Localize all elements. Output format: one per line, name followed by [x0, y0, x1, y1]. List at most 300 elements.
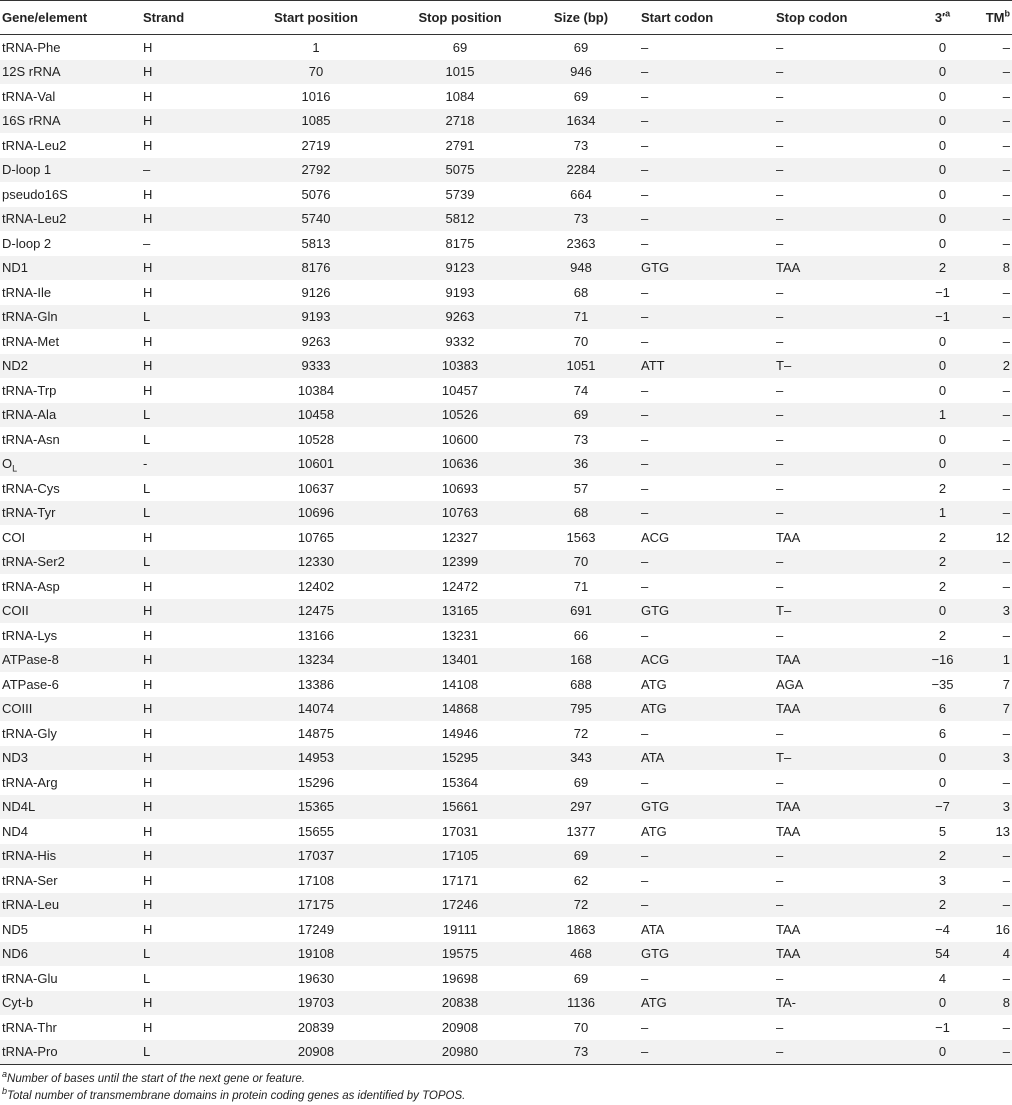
cell-start-position: 14074	[241, 697, 391, 722]
table-row	[0, 207, 1012, 232]
cell-tm: –	[979, 60, 1012, 85]
cell-size: 73	[529, 207, 633, 232]
cell-strand: H	[143, 725, 153, 741]
cell-stop-codon: TAA	[776, 529, 801, 545]
cell-size: 66	[573, 627, 589, 643]
cell-strand: H	[138, 109, 241, 134]
cell-tm: –	[979, 844, 1012, 869]
cell-stop-position: 5812	[391, 207, 529, 232]
cell-start-codon: ATA	[641, 921, 665, 937]
cell-start-codon: ATG	[641, 823, 667, 839]
cell-gene: ND2	[0, 354, 138, 379]
cell-start-position: 12402	[297, 578, 335, 594]
cell-start-codon: ACG	[641, 529, 670, 545]
cell-start-codon: GTG	[633, 942, 768, 967]
cell-stop-position: 20980	[391, 1040, 529, 1065]
cell-strand: H	[138, 60, 241, 85]
cell-start-position: 19108	[241, 942, 391, 967]
cell-size: 72	[529, 893, 633, 918]
cell-gene: tRNA-Gln	[0, 305, 138, 330]
cell-tm: –	[1002, 627, 1010, 643]
cell-stop-codon: –	[768, 305, 906, 330]
cell-stop-codon: –	[776, 431, 784, 447]
cell-start-position: 15365	[241, 795, 391, 820]
cell-tm: –	[1002, 872, 1010, 888]
cell-tm: –	[979, 452, 1012, 477]
cell-stop-position: 9332	[445, 333, 475, 349]
cell-three-prime: 4	[938, 970, 947, 986]
cell-stop-codon: TAA	[768, 942, 906, 967]
cell-start-position: 10528	[297, 431, 335, 447]
cell-gene: tRNA-Thr	[2, 1019, 57, 1035]
cell-three-prime: 2	[906, 893, 979, 918]
cell-size: 1136	[529, 991, 633, 1016]
header-tm-label: TM	[985, 10, 1005, 25]
cell-size: 36	[529, 452, 633, 477]
cell-stop-codon: TAA	[768, 795, 906, 820]
cell-three-prime: −7	[906, 795, 979, 820]
cell-stop-codon: –	[776, 235, 784, 251]
cell-three-prime: 0	[938, 186, 947, 202]
cell-start-codon: –	[641, 872, 649, 888]
cell-size: 73	[573, 431, 589, 447]
cell-tm: 12	[995, 529, 1010, 545]
cell-strand: H	[143, 627, 153, 643]
cell-size: 69	[573, 88, 589, 104]
table-row	[0, 966, 1012, 991]
cell-strand: L	[143, 970, 151, 986]
cell-three-prime: 0	[938, 431, 947, 447]
cell-stop-position: 15661	[391, 795, 529, 820]
cell-strand: H	[138, 207, 241, 232]
cell-tm: –	[979, 109, 1012, 134]
cell-start-position: 13386	[297, 676, 335, 692]
cell-tm: –	[979, 893, 1012, 918]
cell-gene: tRNA-Glu	[2, 970, 58, 986]
cell-three-prime: 0	[906, 60, 979, 85]
cell-three-prime: 2	[938, 529, 947, 545]
cell-stop-codon: –	[768, 844, 906, 869]
cell-size: 71	[529, 305, 633, 330]
cell-gene: tRNA-Ser2	[0, 550, 138, 575]
cell-strand: L	[143, 480, 151, 496]
cell-start-codon: GTG	[633, 599, 768, 624]
cell-stop-position: 1084	[445, 88, 475, 104]
cell-gene: tRNA-Pro	[0, 1040, 138, 1065]
cell-stop-codon: –	[776, 88, 784, 104]
footnote-a-text: Number of bases until the start of the next gene or feature.	[7, 1073, 305, 1085]
cell-stop-codon: TA-	[768, 991, 906, 1016]
cell-start-codon: –	[633, 893, 768, 918]
cell-stop-codon: –	[768, 452, 906, 477]
cell-three-prime: 6	[938, 725, 947, 741]
cell-tm: –	[1002, 39, 1010, 55]
cell-stop-codon: –	[768, 60, 906, 85]
table-row	[0, 133, 1012, 158]
cell-stop-position: 15364	[441, 774, 479, 790]
cell-three-prime: 1	[906, 501, 979, 526]
cell-tm: 2	[979, 354, 1012, 379]
cell-tm: –	[1002, 333, 1010, 349]
cell-gene: Cyt-b	[0, 991, 138, 1016]
cell-three-prime: 0	[906, 354, 979, 379]
cell-gene: tRNA-Tyr	[0, 501, 138, 526]
cell-tm: 16	[995, 921, 1010, 937]
cell-start-codon: ATA	[633, 746, 768, 771]
cell-stop-position: 13165	[391, 599, 529, 624]
header-three-prime-footnote-mark: a	[945, 8, 951, 19]
table-row	[0, 403, 1012, 428]
cell-tm: –	[1002, 725, 1010, 741]
cell-size: 343	[529, 746, 633, 771]
cell-size: 664	[570, 186, 592, 202]
cell-gene: tRNA-Cys	[2, 480, 60, 496]
table-row	[0, 746, 1012, 771]
cell-tm: –	[979, 207, 1012, 232]
footnote-b-mark: b	[2, 1086, 8, 1097]
cell-three-prime: 0	[938, 137, 947, 153]
header-tm-footnote-mark: b	[1004, 8, 1010, 19]
cell-tm: 7	[979, 697, 1012, 722]
cell-gene: COIII	[0, 697, 138, 722]
cell-tm: –	[979, 501, 1012, 526]
header-gene: Gene/element	[0, 1, 138, 35]
cell-tm: –	[1002, 431, 1010, 447]
cell-start-codon: –	[641, 431, 649, 447]
table-row	[0, 991, 1012, 1016]
cell-three-prime: 2	[906, 844, 979, 869]
cell-stop-codon: TAA	[776, 921, 801, 937]
cell-gene: tRNA-Met	[2, 333, 60, 349]
cell-three-prime: −35	[931, 676, 954, 692]
cell-gene: tRNA-Asn	[2, 431, 60, 447]
cell-stop-position: 69	[452, 39, 468, 55]
cell-size: 1051	[529, 354, 633, 379]
cell-gene: tRNA-Ser	[2, 872, 58, 888]
cell-size: 74	[573, 382, 589, 398]
cell-start-codon: –	[641, 235, 649, 251]
header-start-codon: Start codon	[633, 1, 768, 35]
cell-stop-position: 10636	[391, 452, 529, 477]
cell-three-prime: −1	[935, 1019, 950, 1035]
cell-three-prime: 2	[906, 256, 979, 281]
cell-size: 946	[529, 60, 633, 85]
cell-start-codon: –	[641, 627, 649, 643]
cell-start-position: 20839	[297, 1019, 335, 1035]
cell-three-prime: −1	[906, 305, 979, 330]
cell-stop-codon: –	[776, 186, 784, 202]
cell-strand: H	[143, 529, 153, 545]
cell-tm: 13	[995, 823, 1010, 839]
footnote-a	[2, 1071, 1012, 1088]
cell-start-codon: –	[633, 550, 768, 575]
cell-stop-position: 19111	[442, 921, 478, 937]
cell-stop-position: 12399	[391, 550, 529, 575]
cell-size: 168	[529, 648, 633, 673]
cell-gene: tRNA-Asp	[2, 578, 60, 594]
table-row	[0, 770, 1012, 795]
cell-gene: tRNA-Val	[2, 88, 56, 104]
cell-strand: H	[143, 921, 153, 937]
cell-stop-position: 17171	[441, 872, 479, 888]
cell-start-codon: ATG	[641, 676, 667, 692]
cell-start-position: 14953	[241, 746, 391, 771]
cell-start-codon: GTG	[633, 256, 768, 281]
cell-start-position: 8176	[241, 256, 391, 281]
table-row	[0, 378, 1012, 403]
cell-stop-position: 9123	[391, 256, 529, 281]
cell-stop-codon: T–	[768, 746, 906, 771]
cell-stop-position: 2791	[445, 137, 475, 153]
cell-strand: H	[143, 872, 153, 888]
cell-tm: –	[1002, 1019, 1010, 1035]
cell-gene: tRNA-His	[0, 844, 138, 869]
cell-start-position: 19703	[241, 991, 391, 1016]
cell-stop-position: 10457	[441, 382, 479, 398]
cell-size: 70	[573, 333, 589, 349]
cell-gene: ATPase-8	[0, 648, 138, 673]
cell-stop-codon: –	[776, 480, 784, 496]
table-body	[0, 35, 1012, 1065]
cell-stop-position: 9263	[391, 305, 529, 330]
cell-three-prime: 0	[906, 158, 979, 183]
cell-strand: H	[143, 676, 153, 692]
table-row	[0, 329, 1012, 354]
table-row	[0, 672, 1012, 697]
header-three-prime	[906, 1, 979, 35]
cell-gene: tRNA-Leu2	[0, 207, 138, 232]
cell-start-codon: –	[641, 970, 649, 986]
cell-three-prime: 2	[938, 578, 947, 594]
cell-tm: 8	[979, 991, 1012, 1016]
cell-size: 1634	[529, 109, 633, 134]
cell-size: 1563	[566, 529, 596, 545]
cell-size: 73	[573, 137, 589, 153]
header-size: Size (bp)	[529, 1, 633, 35]
cell-three-prime: 0	[906, 109, 979, 134]
cell-start-position: 10458	[241, 403, 391, 428]
cell-start-codon: –	[641, 284, 649, 300]
cell-three-prime: 0	[906, 746, 979, 771]
cell-tm: 3	[979, 746, 1012, 771]
cell-size: 68	[529, 501, 633, 526]
cell-size: 70	[573, 1019, 589, 1035]
table-row	[0, 476, 1012, 501]
cell-tm: 7	[1002, 676, 1010, 692]
cell-tm: –	[1002, 284, 1010, 300]
cell-size: 1377	[566, 823, 596, 839]
cell-start-codon: –	[633, 403, 768, 428]
cell-start-codon: –	[641, 333, 649, 349]
table-row	[0, 623, 1012, 648]
cell-stop-codon: –	[776, 725, 784, 741]
cell-tm: –	[1002, 774, 1010, 790]
cell-stop-position: 13231	[441, 627, 479, 643]
cell-strand: H	[138, 746, 241, 771]
cell-start-codon: –	[633, 501, 768, 526]
cell-gene: pseudo16S	[2, 186, 68, 202]
cell-gene: tRNA-Leu	[0, 893, 138, 918]
cell-strand: H	[143, 186, 153, 202]
cell-stop-position: 8175	[445, 235, 475, 251]
cell-stop-position: 10526	[391, 403, 529, 428]
cell-start-codon: –	[641, 382, 649, 398]
cell-strand: L	[138, 942, 241, 967]
cell-stop-codon: –	[768, 550, 906, 575]
cell-stop-codon: AGA	[776, 676, 804, 692]
cell-start-codon: –	[633, 207, 768, 232]
cell-stop-position: 2718	[391, 109, 529, 134]
cell-gene: ND5	[2, 921, 29, 937]
cell-three-prime: 0	[906, 599, 979, 624]
cell-start-codon: –	[633, 158, 768, 183]
cell-three-prime: 0	[938, 88, 947, 104]
cell-gene: tRNA-Leu2	[2, 137, 67, 153]
cell-gene: D-loop 1	[0, 158, 138, 183]
cell-stop-position: 17246	[391, 893, 529, 918]
cell-three-prime: 5	[938, 823, 947, 839]
cell-start-codon: –	[633, 60, 768, 85]
cell-start-position: 1	[312, 39, 320, 55]
cell-three-prime: 0	[906, 207, 979, 232]
cell-three-prime: 6	[906, 697, 979, 722]
cell-start-codon: –	[641, 578, 649, 594]
cell-stop-position: 1015	[391, 60, 529, 85]
cell-stop-codon: –	[776, 774, 784, 790]
cell-three-prime: 54	[906, 942, 979, 967]
header-tm	[979, 1, 1012, 35]
cell-gene: tRNA-Trp	[2, 382, 57, 398]
cell-start-codon: –	[641, 39, 649, 55]
table-row	[0, 231, 1012, 256]
cell-three-prime: −16	[906, 648, 979, 673]
cell-stop-position: 14108	[441, 676, 479, 692]
cell-size: 62	[573, 872, 589, 888]
cell-gene: tRNA-Phe	[2, 39, 61, 55]
cell-gene: tRNA-Lys	[2, 627, 58, 643]
cell-strand: H	[143, 137, 153, 153]
cell-size: 2363	[566, 235, 596, 251]
cell-three-prime: 0	[906, 452, 979, 477]
cell-size: 69	[573, 970, 589, 986]
cell-size: 71	[573, 578, 589, 594]
cell-strand: H	[143, 382, 153, 398]
cell-strand: H	[138, 599, 241, 624]
cell-gene: D-loop 2	[2, 235, 52, 251]
cell-start-codon: –	[641, 186, 649, 202]
cell-start-position: 1085	[241, 109, 391, 134]
footnote-a-mark: a	[2, 1069, 8, 1080]
table-row	[0, 1015, 1012, 1040]
cell-start-position: 5813	[301, 235, 331, 251]
cell-strand: L	[143, 431, 151, 447]
cell-strand: H	[138, 648, 241, 673]
cell-tm: –	[979, 305, 1012, 330]
table-row	[0, 795, 1012, 820]
cell-three-prime: 0	[938, 235, 947, 251]
cell-strand: –	[143, 235, 151, 251]
table-row	[0, 501, 1012, 526]
cell-gene: tRNA-Gly	[2, 725, 57, 741]
cell-tm: –	[1002, 88, 1010, 104]
cell-start-codon: GTG	[633, 795, 768, 820]
cell-strand: H	[143, 823, 153, 839]
cell-start-position: 12475	[241, 599, 391, 624]
cell-size: 795	[529, 697, 633, 722]
cell-strand: H	[138, 795, 241, 820]
cell-start-position: 1016	[301, 88, 331, 104]
cell-three-prime: 0	[938, 774, 947, 790]
cell-stop-position: 12472	[441, 578, 479, 594]
table-row	[0, 525, 1012, 550]
table-row	[0, 452, 1012, 477]
cell-stop-position: 17031	[441, 823, 479, 839]
cell-strand: H	[138, 697, 241, 722]
cell-gene: tRNA-Ala	[0, 403, 138, 428]
cell-stop-position: 5739	[445, 186, 475, 202]
cell-start-codon: –	[633, 452, 768, 477]
cell-stop-codon: T–	[768, 599, 906, 624]
cell-tm: –	[1002, 578, 1010, 594]
footnote-b-text: Total number of transmembrane domains in protein coding genes as identified by TOPOS.	[7, 1090, 466, 1102]
cell-stop-position: 14868	[391, 697, 529, 722]
cell-tm: 3	[979, 599, 1012, 624]
cell-stop-position: 10693	[441, 480, 479, 496]
cell-stop-position: 13401	[391, 648, 529, 673]
cell-strand: H	[138, 991, 241, 1016]
cell-gene: ND4L	[0, 795, 138, 820]
cell-stop-position: 10763	[391, 501, 529, 526]
cell-three-prime: 3	[938, 872, 947, 888]
table-row	[0, 1040, 1012, 1065]
cell-strand: H	[143, 578, 153, 594]
header-row	[0, 1, 1012, 35]
cell-size: 69	[529, 403, 633, 428]
cell-start-position: 70	[241, 60, 391, 85]
cell-three-prime: −1	[935, 284, 950, 300]
cell-tm: 1	[979, 648, 1012, 673]
header-strand: Strand	[138, 1, 241, 35]
footnote-b	[2, 1088, 1012, 1105]
cell-start-position: 9263	[301, 333, 331, 349]
cell-start-position: 14875	[297, 725, 335, 741]
cell-tm: 4	[979, 942, 1012, 967]
table-row	[0, 868, 1012, 893]
cell-start-codon: ACG	[633, 648, 768, 673]
table-row	[0, 182, 1012, 207]
cell-start-codon: ATT	[633, 354, 768, 379]
cell-strand: -	[138, 452, 241, 477]
footnotes	[0, 1071, 1012, 1105]
cell-start-codon: –	[641, 137, 649, 153]
cell-stop-codon: –	[776, 39, 784, 55]
cell-strand: H	[143, 88, 153, 104]
cell-strand: H	[143, 39, 153, 55]
cell-stop-codon: –	[768, 893, 906, 918]
header-stop-codon: Stop codon	[768, 1, 906, 35]
cell-size: 69	[573, 39, 589, 55]
cell-gene: ND3	[0, 746, 138, 771]
table-row	[0, 84, 1012, 109]
cell-three-prime: 2	[906, 550, 979, 575]
cell-stop-codon: –	[768, 501, 906, 526]
cell-three-prime: 2	[938, 480, 947, 496]
cell-start-position: 5076	[301, 186, 331, 202]
cell-tm: –	[979, 1040, 1012, 1065]
cell-start-position: 13166	[297, 627, 335, 643]
cell-stop-position: 19575	[391, 942, 529, 967]
cell-strand: H	[138, 893, 241, 918]
